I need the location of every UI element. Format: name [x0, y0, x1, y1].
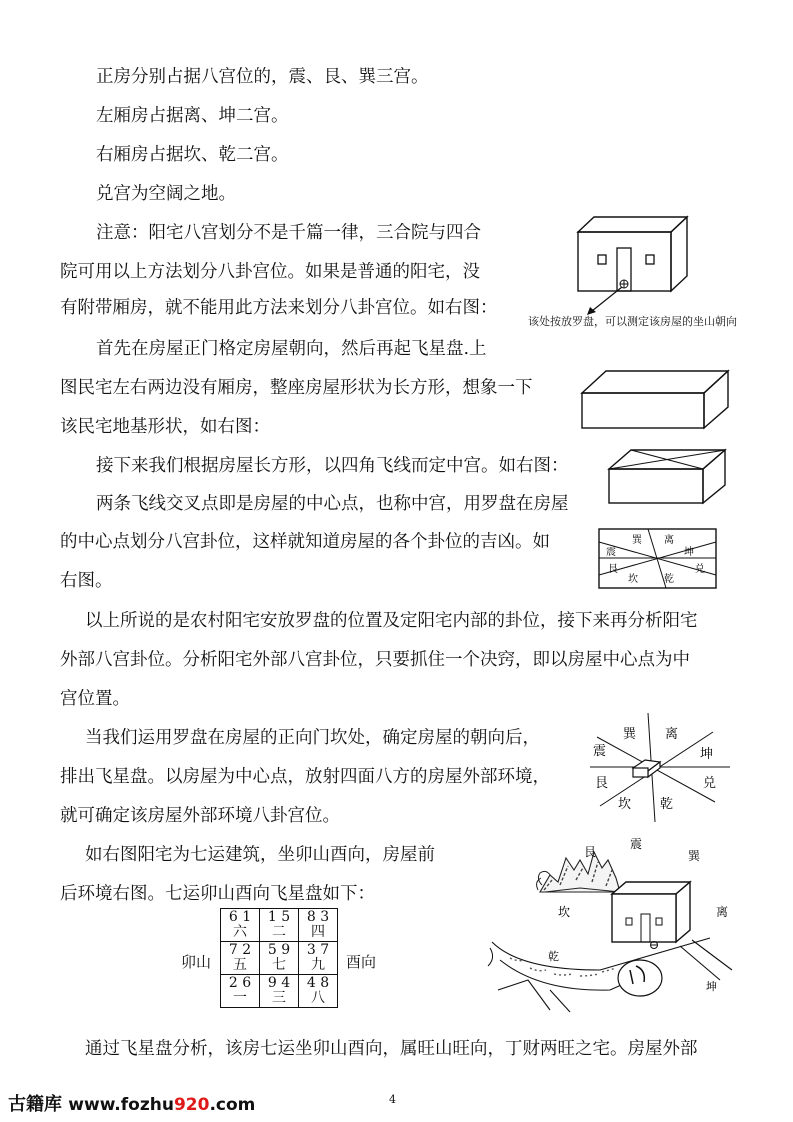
para-line: 如右图阳宅为七运建筑，坐卯山酉向，房屋前	[85, 845, 435, 865]
palace-cell: 8 3 四	[299, 909, 338, 942]
para-line: 通过飞星盘分析，该房七运坐卯山酉向，属旺山旺向，丁财两旺之宅。房屋外部	[85, 1039, 698, 1059]
gen-label: 艮	[584, 845, 597, 859]
para-line: 图民宅左右两边没有厢房，整座房屋形状为长方形，想象一下	[60, 378, 533, 398]
para-line: 的中心点划分八宫卦位，这样就知道房屋的各个卦位的吉凶。如	[60, 532, 550, 552]
palace-cell: 6 1 六	[221, 909, 260, 942]
page-number: 4	[389, 1093, 396, 1106]
dui-label: 兑	[703, 776, 717, 791]
gen-label: 艮	[595, 776, 609, 791]
para-line: 右图。	[60, 571, 113, 591]
kan-label: 坎	[628, 574, 638, 585]
dui-label: 兑	[695, 564, 705, 575]
kun-label: 坤	[706, 980, 717, 993]
xun-label: 巽	[688, 849, 701, 863]
interior-bagua-figure	[598, 528, 718, 590]
para-line: 两条飞线交叉点即是房屋的中心点，也称中宫，用罗盘在房屋	[96, 494, 569, 514]
figure1-caption: 该处按放罗盘，可以测定该房屋的坐山朝向	[528, 315, 737, 328]
para-line: 注意：阳宅八宫划分不是千篇一律，三合院与四合	[96, 223, 481, 243]
kan-label: 坎	[618, 797, 632, 812]
para-line: 左厢房占据离、坤二宫。	[96, 106, 289, 126]
para-line: 正房分别占据八宫位的，震、艮、巽三宫。	[96, 67, 429, 87]
xun-label: 巽	[632, 535, 642, 546]
para-line: 当我们运用罗盘在房屋的正向门坎处，确定房屋的朝向后，	[85, 728, 540, 748]
kun-label: 坤	[684, 547, 694, 558]
para-line: 右厢房占据坎、乾二宫。	[96, 145, 289, 165]
flying-star-right-label: 酉向	[346, 953, 377, 971]
qian-label: 乾	[664, 574, 674, 585]
li-label: 离	[664, 535, 674, 546]
zhen-label: 震	[606, 547, 616, 558]
xun-label: 巽	[623, 727, 637, 742]
para-line: 就可确定该房屋外部环境八卦宫位。	[60, 806, 340, 826]
para-line: 外部八宫卦位。分析阳宅外部八宫卦位，只要抓住一个决窍，即以房屋中心点为中	[60, 650, 690, 670]
qian-label: 乾	[660, 797, 674, 812]
palace-cell: 7 2 五	[221, 942, 260, 975]
palace-cell: 4 8 八	[299, 975, 338, 1008]
qian-label: 乾	[548, 950, 559, 963]
palace-cell: 1 5 二	[260, 909, 299, 942]
para-line: 首先在房屋正门格定房屋朝向，然后再起飞星盘.上	[96, 339, 487, 359]
para-line: 该民宅地基形状，如右图：	[60, 417, 270, 437]
flying-star-left-label: 卯山	[181, 953, 212, 971]
brand-name: 古籍库	[8, 1094, 62, 1115]
li-label: 离	[716, 905, 729, 919]
center-diagonals-figure	[607, 447, 727, 505]
flying-star-chart	[220, 908, 338, 1008]
para-line: 有附带厢房，就不能用此方法来划分八卦宫位。如右图：	[60, 298, 498, 318]
para-line: 宫位置。	[60, 689, 130, 709]
rectangular-house-figure	[580, 368, 730, 430]
para-line: 兑宫为空阔之地。	[96, 184, 236, 204]
para-line: 后环境右图。七运卯山酉向飞星盘如下：	[60, 884, 375, 904]
gen-label: 艮	[608, 564, 618, 575]
para-line: 排出飞星盘。以房屋为中心点，放射四面八方的房屋外部环境，	[60, 767, 550, 787]
house-environment-figure	[480, 830, 745, 1015]
palace-cell: 5 9 七	[260, 942, 299, 975]
kan-label: 坎	[558, 905, 571, 919]
kun-label: 坤	[700, 747, 714, 762]
palace-cell: 9 4 三	[260, 975, 299, 1008]
site-url[interactable]: www.fozhu920.com	[68, 1095, 256, 1115]
para-line: 以上所说的是农村阳宅安放罗盘的位置及定阳宅内部的卦位，接下来再分析阳宅	[85, 611, 698, 631]
para-line: 接下来我们根据房屋长方形，以四角飞线而定中宫。如右图：	[96, 456, 569, 476]
zhen-label: 震	[593, 744, 607, 759]
palace-cell: 3 7 九	[299, 942, 338, 975]
zhen-label: 震	[630, 837, 643, 851]
palace-cell: 2 6 一	[221, 975, 260, 1008]
exterior-bagua-figure	[585, 710, 735, 825]
house-front-figure	[570, 215, 700, 315]
footer-brand	[8, 1090, 255, 1116]
para-line: 院可用以上方法划分八卦宫位。如果是普通的阳宅，没	[60, 262, 480, 282]
li-label: 离	[665, 727, 679, 742]
